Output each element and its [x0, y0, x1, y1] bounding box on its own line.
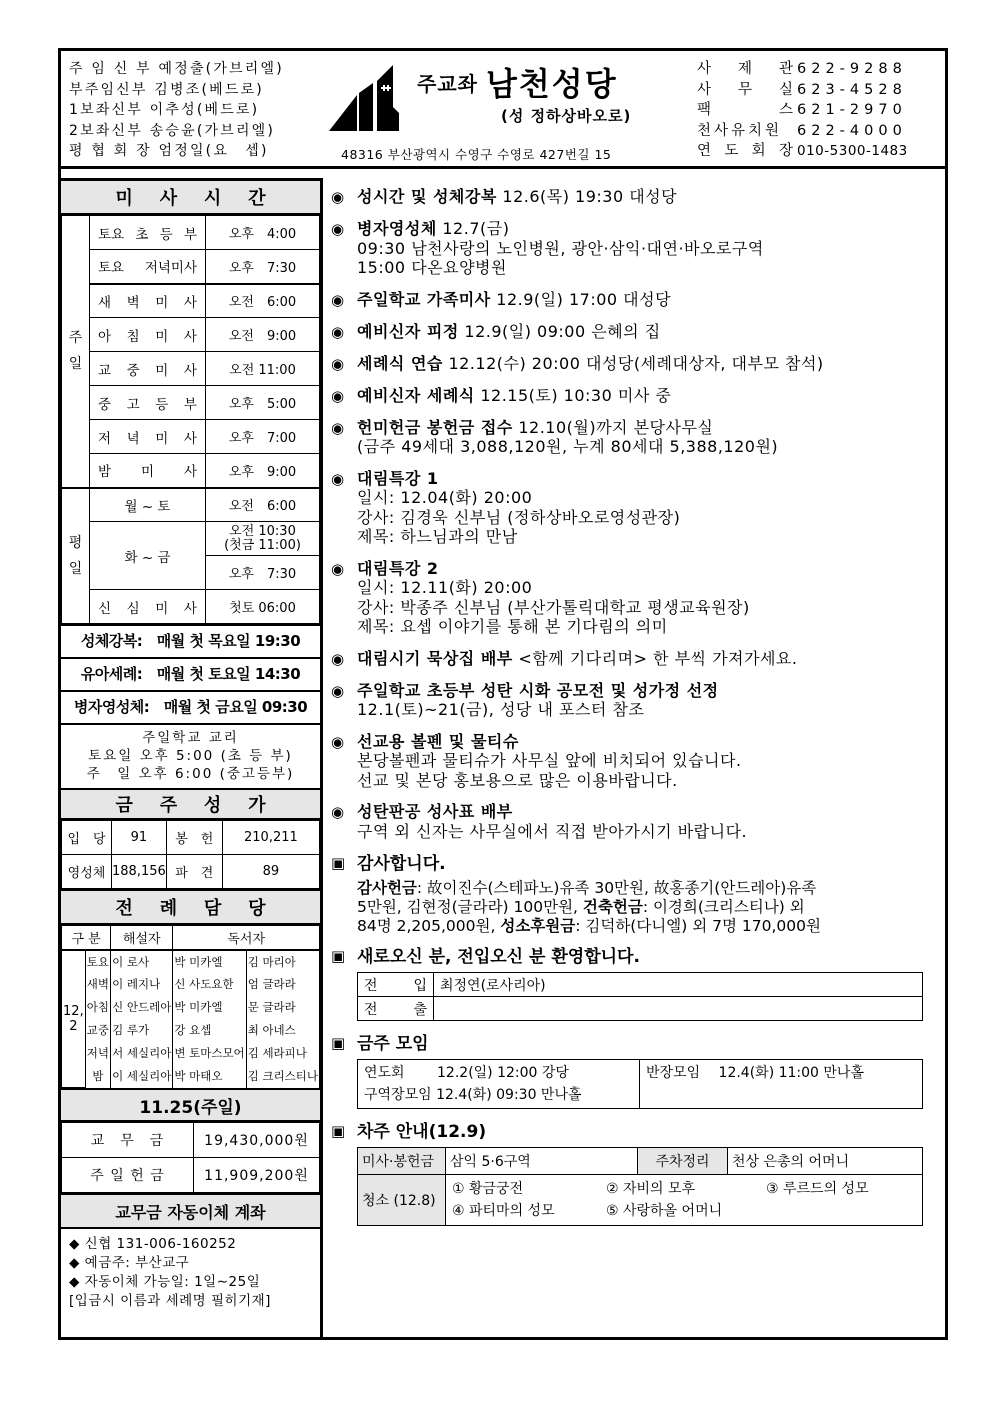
liturgy-heading: 전 례 담 당 [61, 889, 320, 925]
staff-list [69, 59, 284, 162]
notice-item: ◉ 성시간 및 성체강복 12.6(목) 19:30 대성당 [331, 187, 678, 206]
sunday-label: 주 일 [62, 216, 90, 488]
meetings-table: 연도회 12.2(일) 12:00 강당 구역장모임 12.4(화) 09:30 만나홀 반장모임 12.4(화) 11:00 만나홀 [357, 1059, 923, 1109]
radio-bullet-icon: ◉ [331, 290, 345, 309]
contact-row: 연 도 회 장 010-5300-1483 [697, 143, 908, 159]
notices-column [331, 187, 945, 1226]
liturgy-date: 12, 2 [62, 950, 86, 1088]
notice-item: ◉ 예비신자 피정 12.9(일) 09:00 은혜의 집 [331, 321, 661, 341]
notice-item: ◉ 대림시기 묵상집 배부 <함께 기다리며> 한 부씩 가져가세요. [331, 648, 798, 668]
liturgy-table: 구 분 해설자 독서자 12, 2 토요 이 로사 박 미카엘 김 마리아 새벽 이 레지나 신 사도요한 엄 글라라 아침 신 안드레아 박 미카엘 문 글라라 교중 김 루가 강 요셉 최 아네스 저녁 서 세실리아 변 토마스모어 김 세라피나 밤 이 세실리아 박 마태오 김 크리스티나 [61, 925, 320, 1088]
church-logo-icon [329, 61, 409, 133]
account-info: ◆ 신협 131-006-160252 ◆ 예금주: 부산교구 ◆ 자동이체 가능일: 1일∼25일 [입금시 이름과 세례명 필히기재] [69, 1236, 271, 1309]
contact-list [697, 59, 908, 162]
radio-bullet-icon: ◉ [331, 188, 345, 206]
radio-bullet-icon: ◉ [331, 386, 345, 405]
radio-bullet-icon: ◉ [331, 649, 345, 668]
sunday-school-info: 주일학교 교리 토요일 오후 5:00 (초 등 부) 주 일 오후 6:00 (중고등부) [61, 723, 320, 788]
hymns-table: 입 당 91 봉 헌 210,211 영성체 188,156 파 견 89 [61, 820, 320, 889]
square-bullet-icon: ▣ [331, 1122, 346, 1140]
finance-heading: 11.25(주일) [61, 1088, 320, 1122]
notice-item: ◉ 병자영성체 12.7(금) 09:30 남천사랑의 노인병원, 광안·삼익·대연·바오로구역 15:00 다온요양병원 [331, 219, 764, 277]
staff-row: 부주임신부 김병조(베드로) [69, 81, 264, 98]
staff-row: 평 협 회 장 엄정일(요 셉) [69, 143, 269, 159]
notice-item: ◉ 세례식 연습 12.12(수) 20:00 대성당(세례대상자, 대부모 참석) [331, 353, 824, 373]
sick-communion-schedule: 병자영성체: 매월 첫 금요일 09:30 [61, 690, 320, 723]
square-bullet-icon: ▣ [331, 854, 346, 872]
notice-item: ◉ 헌미헌금 봉헌금 접수 12.10(월)까지 본당사무실 (금주 49세대 3,088,120원, 누계 80세대 5,388,120원) [331, 417, 779, 456]
weekday-label: 평 일 [62, 488, 90, 624]
thanks-section: ▣ 감사합니다. [331, 854, 446, 874]
radio-bullet-icon: ◉ [331, 559, 345, 578]
next-week-section: ▣ 차주 안내(12.9) [331, 1122, 487, 1142]
staff-row: 주 임 신 부 예정출(가브리엘) [69, 61, 284, 77]
radio-bullet-icon: ◉ [331, 220, 345, 238]
welcome-table: 전 입 최정연(로사리아) 전 출 [357, 972, 923, 1021]
finance-table: 교 무 금 19,430,000원 주 일 헌 금 11,909,200원 [61, 1122, 320, 1193]
radio-bullet-icon: ◉ [331, 469, 345, 488]
staff-row: 1보좌신부 이추성(베드로) [69, 102, 260, 118]
radio-bullet-icon: ◉ [331, 681, 345, 700]
patron-saint: (성 정하상바오로) [501, 107, 632, 125]
mass-times-heading: 미 사 시 간 [61, 181, 320, 215]
bulletin-page [58, 48, 948, 1340]
notice-item: ◉ 예비신자 세례식 12.15(토) 10:30 미사 중 [331, 385, 672, 405]
radio-bullet-icon: ◉ [331, 418, 345, 437]
mass-times-table: 주 일 토요 초 등 부 오후 4:00 토요 저녁미사 오후 7:30 새 벽 미 사 오전 6:00 아 침 미 사 오전 9:00 교 중 미 사 오전 11:00 중 고 등 부 오후 5:00 저 녁 미 사 오후 7:00 밤 미 사 오후 9:00 평 일 월 ~ 토 오전 6:00 화 ~ 금 오전 10:30 (첫금 11:00) 오후 7:30 신 심 미 사 첫토 06:00 [61, 215, 320, 624]
radio-bullet-icon: ◉ [331, 354, 345, 373]
square-bullet-icon: ▣ [331, 1034, 346, 1052]
infant-baptism-schedule: 유아세례: 매월 첫 토요일 14:30 [61, 657, 320, 690]
notice-item: ◉ 주일학교 초등부 성탄 시화 공모전 및 성가정 선정 12.1(토)~21(금), 성당 내 포스터 참조 [331, 680, 719, 719]
contact-row: 팩 스 621-2970 [697, 102, 907, 118]
church-name: 주교좌 남천성당 [417, 65, 618, 103]
bulletin-header [61, 51, 945, 169]
radio-bullet-icon: ◉ [331, 803, 345, 821]
notice-item: ◉ 대림특강 1 일시: 12.04(화) 20:00 강사: 김경욱 신부님 (정하상바오로영성관장) 제목: 하느님과의 만남 [331, 468, 681, 546]
hymns-heading: 금 주 성 가 [61, 788, 320, 820]
staff-row: 2보좌신부 송승윤(가브리엘) [69, 122, 276, 139]
contact-row: 사 제 관 622-9288 [697, 61, 907, 77]
welcome-section: ▣ 새로오신 분, 전입오신 분 환영합니다. [331, 947, 640, 967]
radio-bullet-icon: ◉ [331, 732, 345, 751]
notice-item: ◉ 대림특강 2 일시: 12.11(화) 20:00 강사: 박종주 신부님 (부산가톨릭대학교 평생교육원장) 제목: 요셉 이야기를 통해 본 기다림의 의미 [331, 558, 750, 636]
left-sidebar [61, 178, 323, 1337]
thanks-body: 감사헌금: 故이진수(스테파노)유족 30만원, 故홍종기(안드레아)유족 5만원, 김현정(글라라) 100만원, 건축헌금: 이경희(크리스티나) 외 84명 2,205,000원, 성소후원금: 김덕하(다니엘) 외 7명 170,000원 [357, 879, 821, 935]
next-week-table: 미사·봉헌금 삼익 5·6구역 주차정리 천상 은총의 어머니 청소 (12.8) ① 황금궁전 ② 자비의 모후 ③ 루르드의 성모 ④ 파티마의 성모 ⑤ 사랑하올 어머니 [357, 1147, 923, 1226]
radio-bullet-icon: ◉ [331, 322, 345, 341]
meetings-section: ▣ 금주 모임 [331, 1034, 429, 1054]
notice-item: ◉ 성탄판공 성사표 배부 구역 외 신자는 사무실에서 직접 받아가시기 바랍니다. [331, 802, 748, 841]
account-heading: 교무금 자동이체 계좌 [61, 1193, 320, 1229]
notice-item: ◉ 선교용 볼펜 및 물티슈 본당볼펜과 물티슈가 사무실 앞에 비치되어 있습니다. 선교 및 본당 홍보용으로 많은 이용바랍니다. [331, 731, 742, 790]
church-address: 48316 부산광역시 수영구 수영로 427번길 15 [341, 147, 612, 162]
contact-row: 사 무 실 623-4528 [697, 81, 907, 98]
contact-row: 천사유치원 622-4000 [697, 122, 907, 139]
square-bullet-icon: ▣ [331, 947, 346, 965]
adoration-schedule: 성체강복: 매월 첫 목요일 19:30 [61, 624, 320, 657]
notice-item: ◉ 주일학교 가족미사 12.9(일) 17:00 대성당 [331, 289, 672, 309]
